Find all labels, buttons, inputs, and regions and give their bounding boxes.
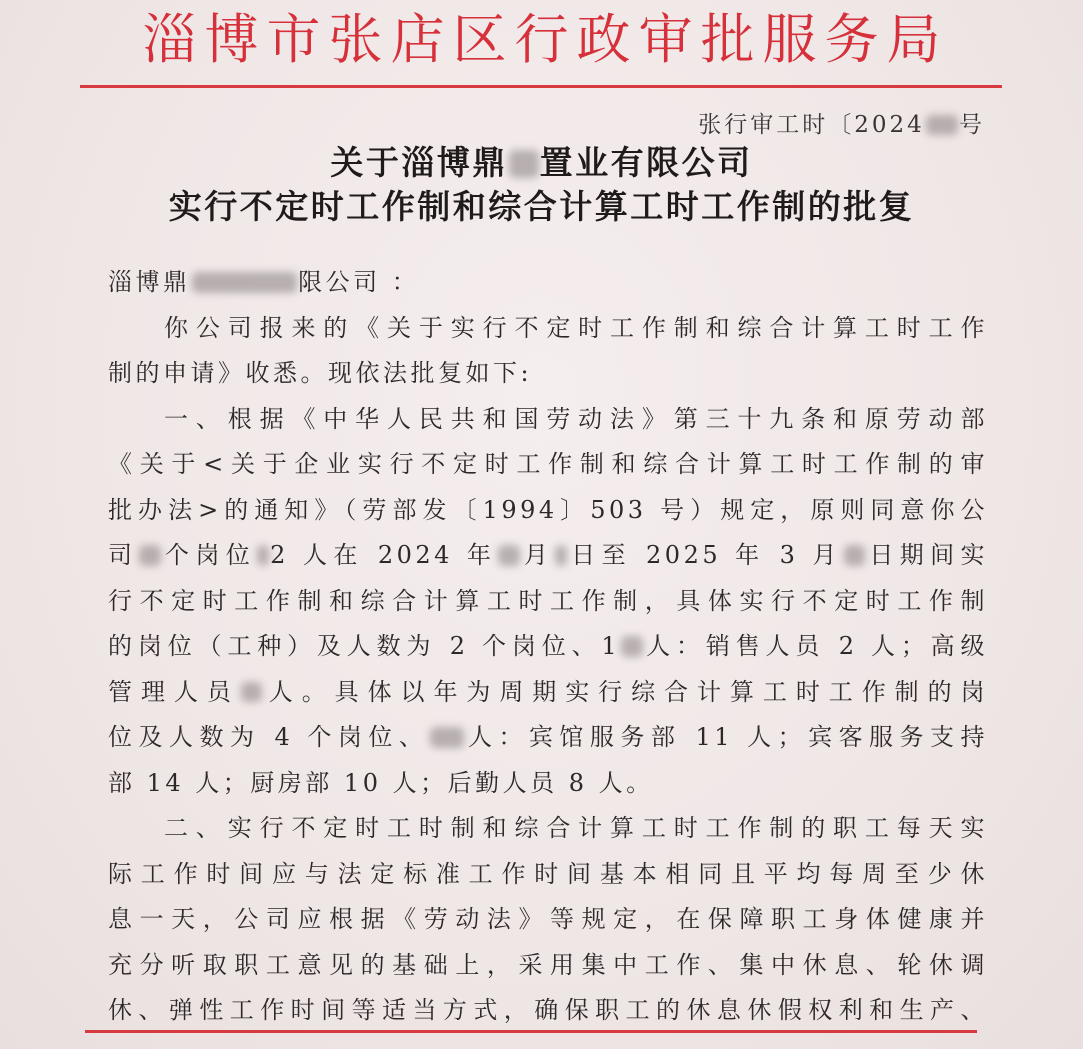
title-text: 关于淄博鼎	[330, 143, 508, 182]
paragraph-line	[108, 670, 988, 716]
paragraph-line	[108, 579, 988, 625]
red-footer-rule	[85, 1030, 977, 1033]
redacted-blur	[555, 545, 567, 565]
paragraph-line	[108, 715, 988, 761]
redacted-blur	[926, 115, 958, 135]
line-text: 日至 2025 年 3 月	[568, 541, 843, 569]
line-text: 《关于<关于企业实行不定时工作制和综合计算工时工作制的审	[108, 450, 988, 478]
redacted-blur	[241, 682, 263, 702]
redacted-blur	[430, 727, 464, 747]
line-text: 充分听取职工意见的基础上，采用集中工作、集中休息、轮休调	[108, 950, 988, 979]
line-text: 一、根据《中华人民共和国劳动法》第三十九条和原劳动部	[164, 404, 988, 433]
redacted-blur	[192, 272, 298, 292]
line-text: 个岗位	[162, 541, 257, 569]
line-text: 你公司报来的《关于实行不定时工作制和综合计算工时工作	[164, 313, 988, 342]
paragraph-line	[108, 442, 988, 488]
line-text: 淄博鼎	[108, 268, 191, 296]
document-number-prefix: 张行审工时〔2024	[698, 112, 925, 138]
paragraph-line	[108, 761, 988, 807]
line-text: 司	[108, 541, 139, 569]
line-text: 限公司 ：	[298, 268, 420, 296]
paragraph-line	[108, 988, 988, 1034]
line-text: 行不定时工作制和综合计算工时工作制，具体实行不定时工作制	[108, 586, 988, 615]
line-text: 人：宾馆服务部 11 人；宾客服务支持	[464, 723, 989, 751]
line-text: 日期间实	[866, 541, 989, 569]
title-text: 置业有限公司	[539, 143, 753, 182]
paragraph-line	[108, 624, 988, 670]
paragraph-line	[108, 943, 988, 989]
line-text: 人。具体以年为周期实行综合计算工时工作制的岗	[263, 677, 989, 706]
document-body	[108, 260, 988, 1034]
paragraph-line	[108, 533, 988, 579]
line-text: 批办法>的通知》（劳部发〔1994〕503 号）规定，原则同意你公	[108, 495, 988, 524]
line-text: 人：销售人员 2 人；高级	[643, 632, 989, 660]
redacted-blur	[621, 636, 643, 656]
paragraph-line	[108, 806, 988, 852]
salutation	[108, 260, 988, 306]
document-title-line-1	[0, 141, 1083, 185]
line-text: 二、实行不定时工时制和综合计算工时工作制的职工每天实	[164, 814, 988, 842]
red-header-rule	[80, 85, 1002, 88]
line-text: 2 人在 2024 年	[270, 541, 498, 569]
document-number	[698, 108, 985, 142]
line-text: 的岗位（工种）及人数为 2 个岗位、1	[108, 632, 621, 660]
paragraph-line	[108, 397, 988, 443]
line-text: 部 14 人；厨房部 10 人；后勤人员 8 人。	[108, 768, 654, 797]
line-text: 休、弹性工作时间等适当方式，确保职工的休息休假权利和生产、	[108, 996, 988, 1024]
line-text: 制的申请》收悉。现依法批复如下:	[108, 359, 533, 387]
paragraph-line	[108, 306, 988, 352]
redacted-blur	[844, 545, 866, 565]
paragraph-line	[108, 852, 988, 898]
line-text: 位及人数为 4 个岗位、	[108, 723, 430, 751]
document-number-suffix: 号	[959, 112, 985, 138]
paragraph-line	[108, 897, 988, 943]
paragraph-line	[108, 488, 988, 534]
line-text: 息一天，公司应根据《劳动法》等规定，在保障职工身体健康并	[108, 905, 988, 933]
paragraph-line	[108, 351, 988, 397]
redacted-blur	[257, 545, 269, 565]
line-text: 管理人员	[108, 677, 240, 706]
line-text: 际工作时间应与法定标准工作时间基本相同且平均每周至少休	[108, 859, 988, 888]
issuer-header: 淄博市张店区行政审批服务局	[142, 8, 949, 71]
redacted-blur	[498, 545, 520, 565]
redacted-blur	[509, 150, 539, 178]
redacted-blur	[139, 545, 161, 565]
line-text: 月	[520, 541, 555, 569]
document-title-line-2: 实行不定时工作制和综合计算工时工作制的批复	[168, 187, 915, 226]
